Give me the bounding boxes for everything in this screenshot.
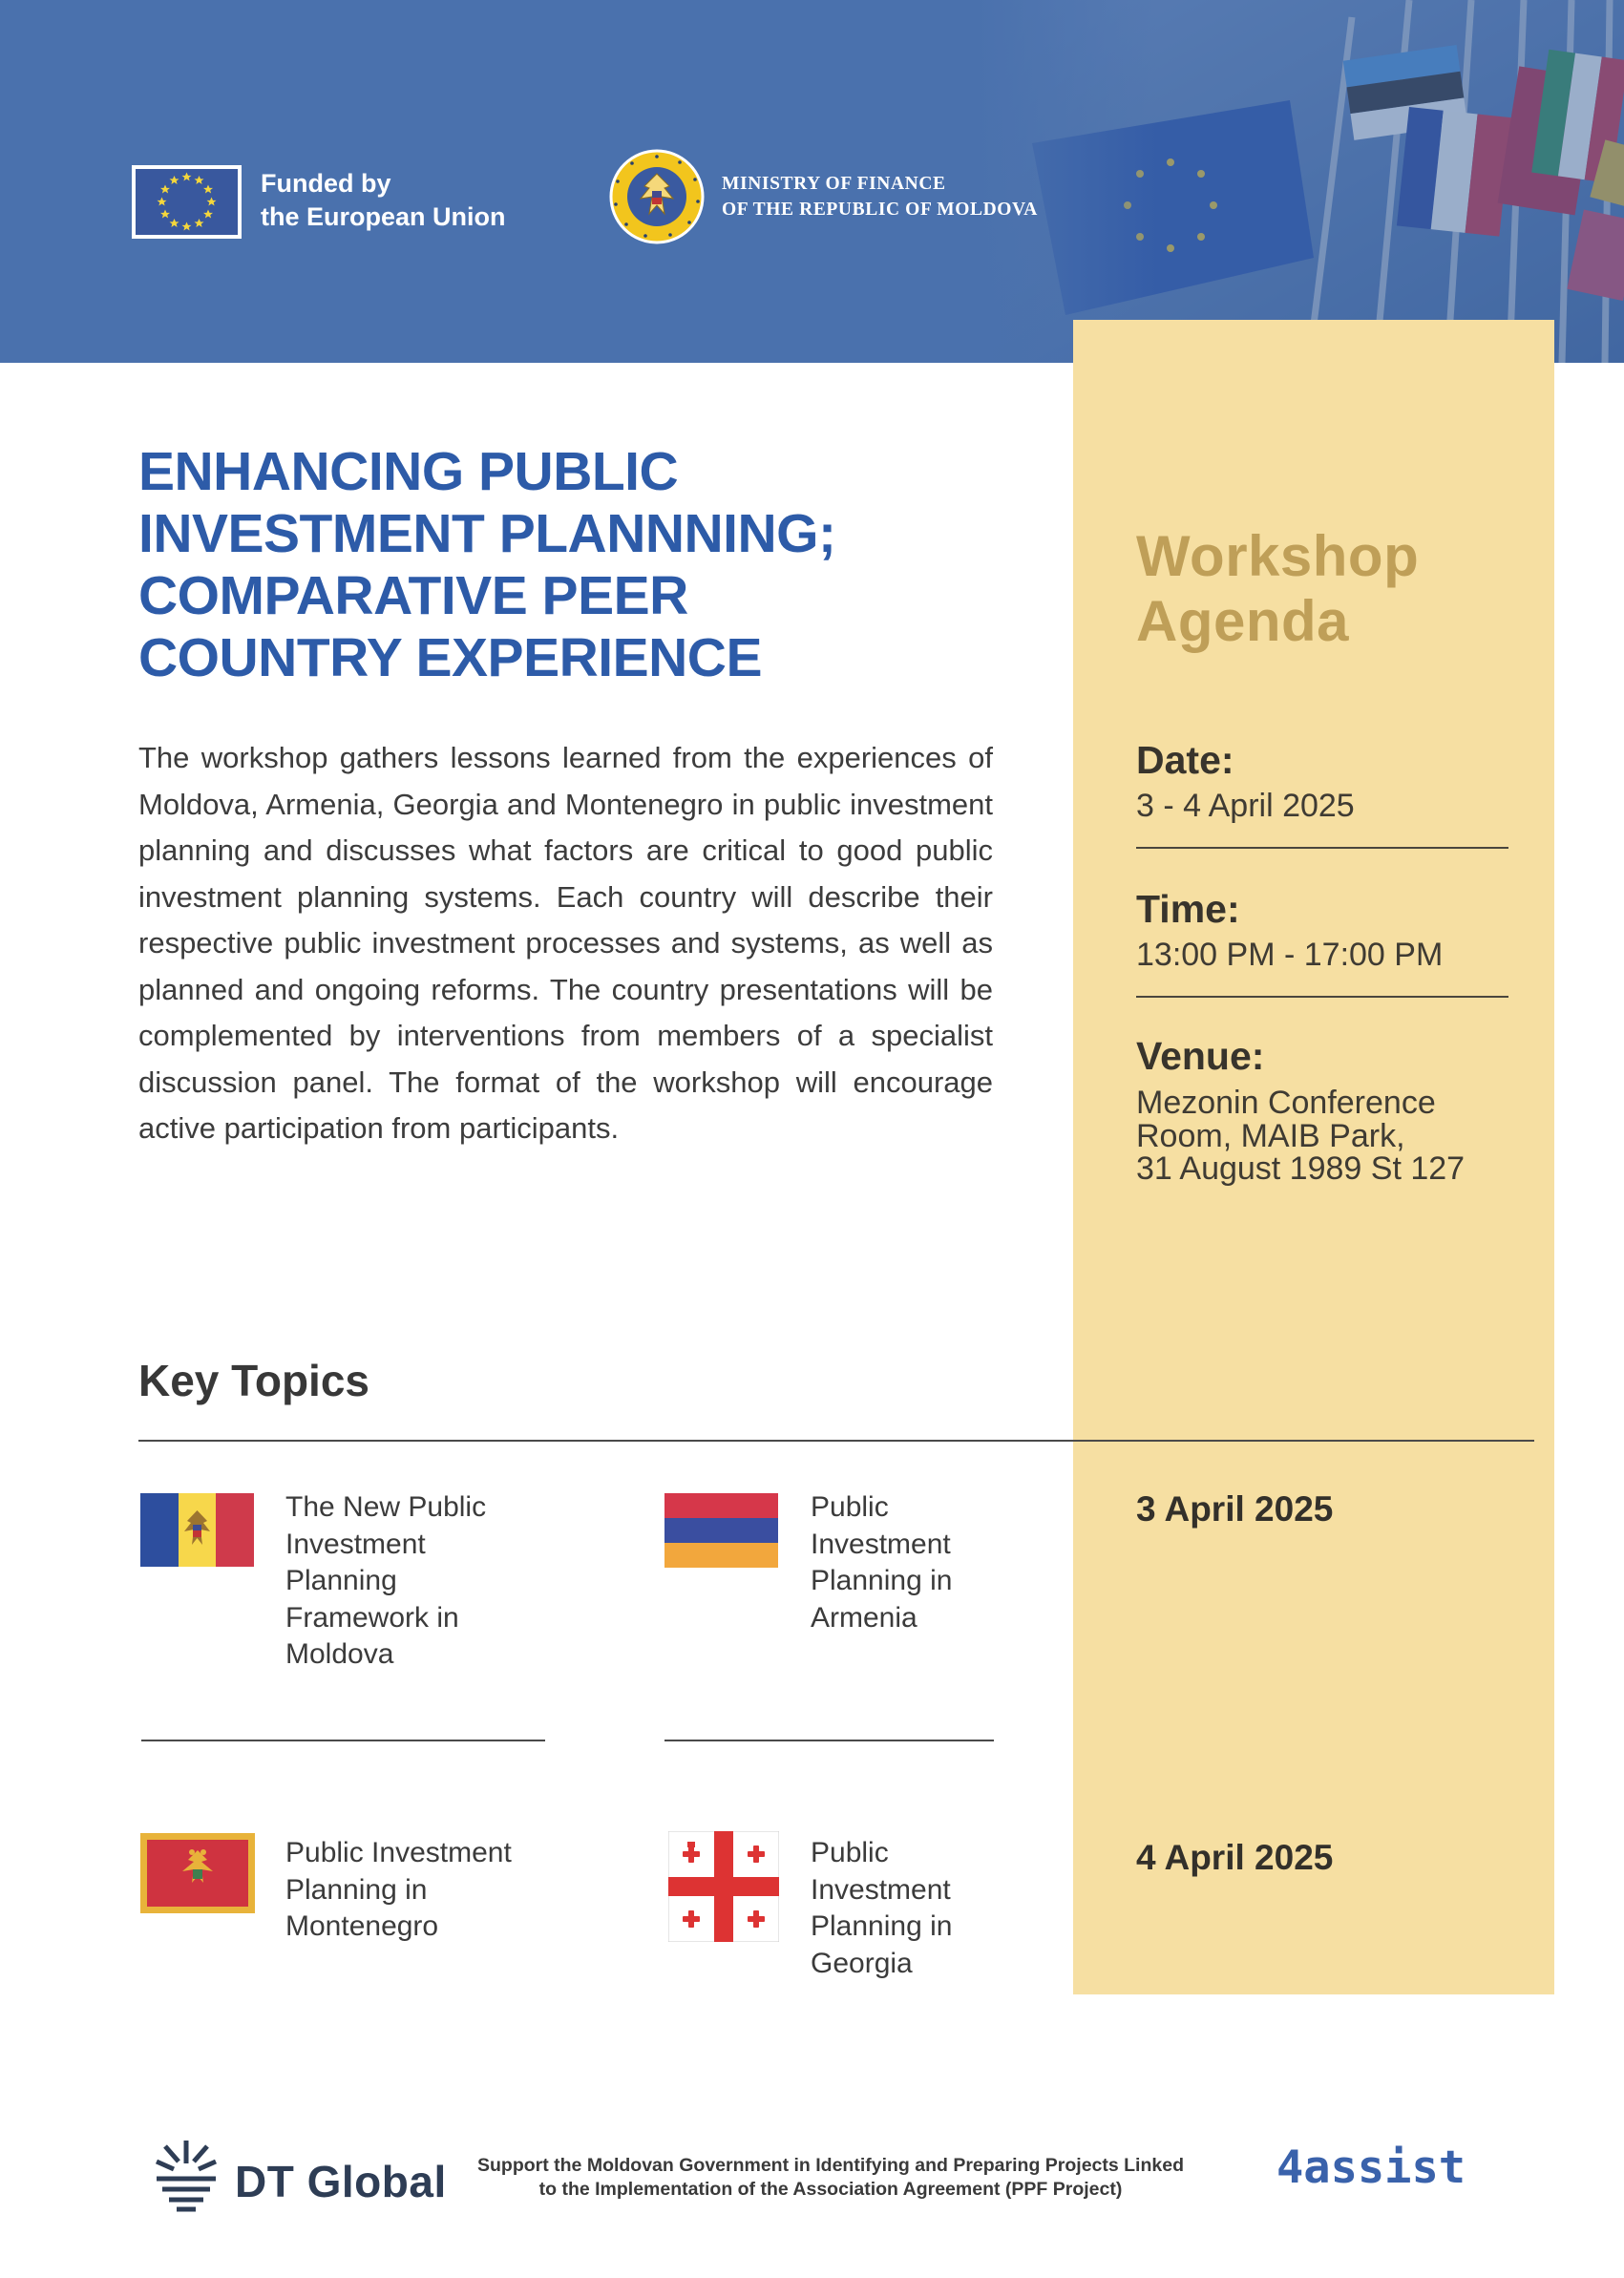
key-topics-rule bbox=[138, 1440, 1534, 1442]
topic-montenegro-label: Public Investment Planning in Montenegro bbox=[285, 1837, 512, 1942]
topics-row-divider-right bbox=[664, 1740, 994, 1741]
dt-global-wordmark: DT Global bbox=[235, 2157, 447, 2206]
footer-support-text bbox=[449, 2154, 1213, 2202]
intro-paragraph: The workshop gathers lessons learned from the experiences of Moldova, Armenia, Georgia and Montenegro in public investment planning and discusses what factors are critical to good public investment planning systems. Each country will describe their respective public investment processes and systems, as well as planned and ongoing reforms. The country presentations will be complemented by interventions from members of a specialist discussion panel. The format of the workshop will encourage active participation from participants. bbox=[138, 741, 993, 1145]
moldova-government-seal-icon bbox=[609, 149, 705, 244]
sidebar-divider bbox=[1136, 996, 1508, 998]
venue-value bbox=[1136, 1086, 1465, 1186]
armenia-flag-icon bbox=[664, 1493, 778, 1568]
date-label: Date: bbox=[1136, 738, 1234, 782]
ministry-name bbox=[722, 171, 1038, 222]
georgia-flag-icon bbox=[668, 1831, 779, 1942]
footer-support-line1: Support the Moldovan Government in Identifying and Preparing Projects Linked bbox=[477, 2155, 1184, 2176]
funded-by-label bbox=[261, 167, 506, 239]
sidebar-title bbox=[1136, 524, 1419, 654]
page-title-line4: COUNTRY EXPERIENCE bbox=[138, 627, 762, 688]
time-value: 13:00 PM - 17:00 PM bbox=[1136, 937, 1444, 973]
day2-date: 4 April 2025 bbox=[1136, 1838, 1334, 1877]
eu-funding-logo bbox=[132, 165, 506, 239]
topic-moldova-label: The New Public Investment Planning Framework in Moldova bbox=[285, 1491, 487, 1670]
montenegro-flag-icon bbox=[140, 1833, 255, 1913]
page-title bbox=[138, 441, 836, 689]
page-title-line3: COMPARATIVE PEER bbox=[138, 565, 688, 626]
topics-row-divider-left bbox=[141, 1740, 545, 1741]
key-topics-heading: Key Topics bbox=[138, 1356, 369, 1405]
time-label: Time: bbox=[1136, 887, 1240, 931]
dt-global-icon bbox=[153, 2139, 220, 2218]
sidebar-title-line2: Agenda bbox=[1136, 589, 1350, 653]
venue-line1: Mezonin Conference bbox=[1136, 1085, 1436, 1121]
date-value: 3 - 4 April 2025 bbox=[1136, 788, 1355, 824]
assist-logo: 4assist bbox=[1276, 2141, 1466, 2194]
ministry-name-line2: OF THE REPUBLIC OF MOLDOVA bbox=[722, 200, 1038, 220]
footer-support-line2: to the Implementation of the Association Agreement (PPF Project) bbox=[538, 2179, 1123, 2200]
flags-photo bbox=[975, 0, 1624, 363]
sidebar-title-line1: Workshop bbox=[1136, 524, 1420, 588]
page-title-line2: INVESTMENT PLANNNING; bbox=[138, 503, 836, 564]
topic-georgia-label: Public Investment Planning in Georgia bbox=[811, 1837, 953, 1979]
ministry-logo-block bbox=[609, 149, 1038, 244]
venue-line2: Room, MAIB Park, bbox=[1136, 1117, 1405, 1154]
moldova-flag-icon bbox=[140, 1493, 254, 1567]
topic-armenia-label: Public Investment Planning in Armenia bbox=[811, 1491, 953, 1634]
sidebar-divider bbox=[1136, 847, 1508, 849]
funded-by-line1: Funded by bbox=[261, 169, 391, 198]
page-title-line1: ENHANCING PUBLIC bbox=[138, 441, 679, 502]
funded-by-line2: the European Union bbox=[261, 202, 506, 231]
venue-label: Venue: bbox=[1136, 1034, 1265, 1078]
eu-flag-icon bbox=[132, 165, 242, 239]
agenda-sidebar bbox=[1073, 320, 1554, 1994]
ministry-name-line1: MINISTRY OF FINANCE bbox=[722, 174, 946, 194]
venue-line3: 31 August 1989 St 127 bbox=[1136, 1150, 1466, 1187]
day1-date: 3 April 2025 bbox=[1136, 1489, 1334, 1529]
